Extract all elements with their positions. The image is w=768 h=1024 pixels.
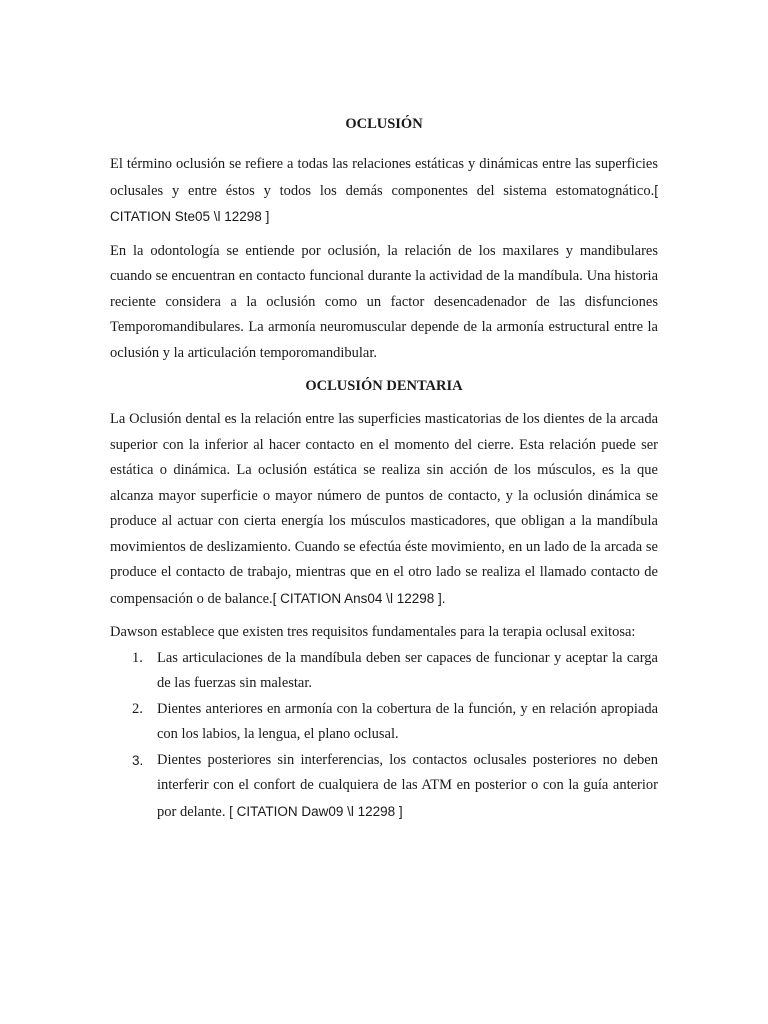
intro-paragraph-2: En la odontología se entiende por oclusión, la relación de los maxilares y mandibulares cuando se encuentran en contacto funcional durante la actividad de la mandíbula. Una historia reciente considera a la oclusión como un factor desencadenador de las disfunciones Temporomandibulares. La armonía neuromuscular depende de la armonía estructural entre la oclusión y la articulación temporomandibular. [110,242,658,361]
section-paragraph-1-text: La Oclusión dental es la relación entre las superficies masticatorias de los dientes de la arcada superior con la inferior al hacer contacto en el momento del cierre. Esta relación puede ser estática o dinámica. La oclusión estática se realiza sin acción de los músculos, es la que alcanza mayor superficie o mayor número de puntos de contacto, y la oclusión dinámica se produce al actuar con cierta energía los músculos masticadores, que obligan a la mandíbula movimientos de deslizamiento. Cuando se efectúa éste movimiento, en un lado de la arcada se produce el contacto de trabajo, mientras que en el otro lado se realiza el llamado contacto de compensación o de balance. [110,411,658,607]
citation-ste05: [ CITATION Ste05 \l 12298 ] [110,182,658,224]
intro-paragraph-1 [110,152,658,231]
requirements-list [110,646,658,826]
list-item-text: Las articulaciones de la mandíbula deben ser capaces de funcionar y aceptar la carga de las fuerzas sin malestar. [157,649,658,691]
section-paragraph-2: Dawson establece que existen tres requisitos fundamentales para la terapia oclusal exitosa: [110,624,636,640]
citation-daw09: [ CITATION Daw09 \l 12298 ] [229,803,403,819]
list-item-text: Dientes anteriores en armonía con la cobertura de la función, y en relación apropiada con los labios, la lengua, el plano oclusal. [157,700,658,742]
list-item-number: 3. [132,752,144,768]
document-page [110,112,658,825]
list-item-number: 1. [132,649,143,666]
list-item [110,748,658,826]
intro-paragraph-1-text: El término oclusión se refiere a todas las relaciones estáticas y dinámicas entre las superficies oclusales y entre éstos y todos los demás componentes del sistema estomatognático. [110,156,658,199]
citation-ans04: [ CITATION Ans04 \l 12298 ]. [272,590,446,606]
document-title: OCLUSIÓN [345,116,423,132]
list-item-text: Dientes posteriores sin interferencias, los contactos oclusales posteriores no deben interferir con el confort de cualquiera de las ATM en posterior o con la guía anterior por delante. [157,751,658,820]
section-paragraph-1 [110,407,658,612]
list-item [110,697,658,748]
section-title: OCLUSIÓN DENTARIA [305,378,463,394]
list-item [110,646,658,697]
list-item-number: 2. [132,700,143,717]
